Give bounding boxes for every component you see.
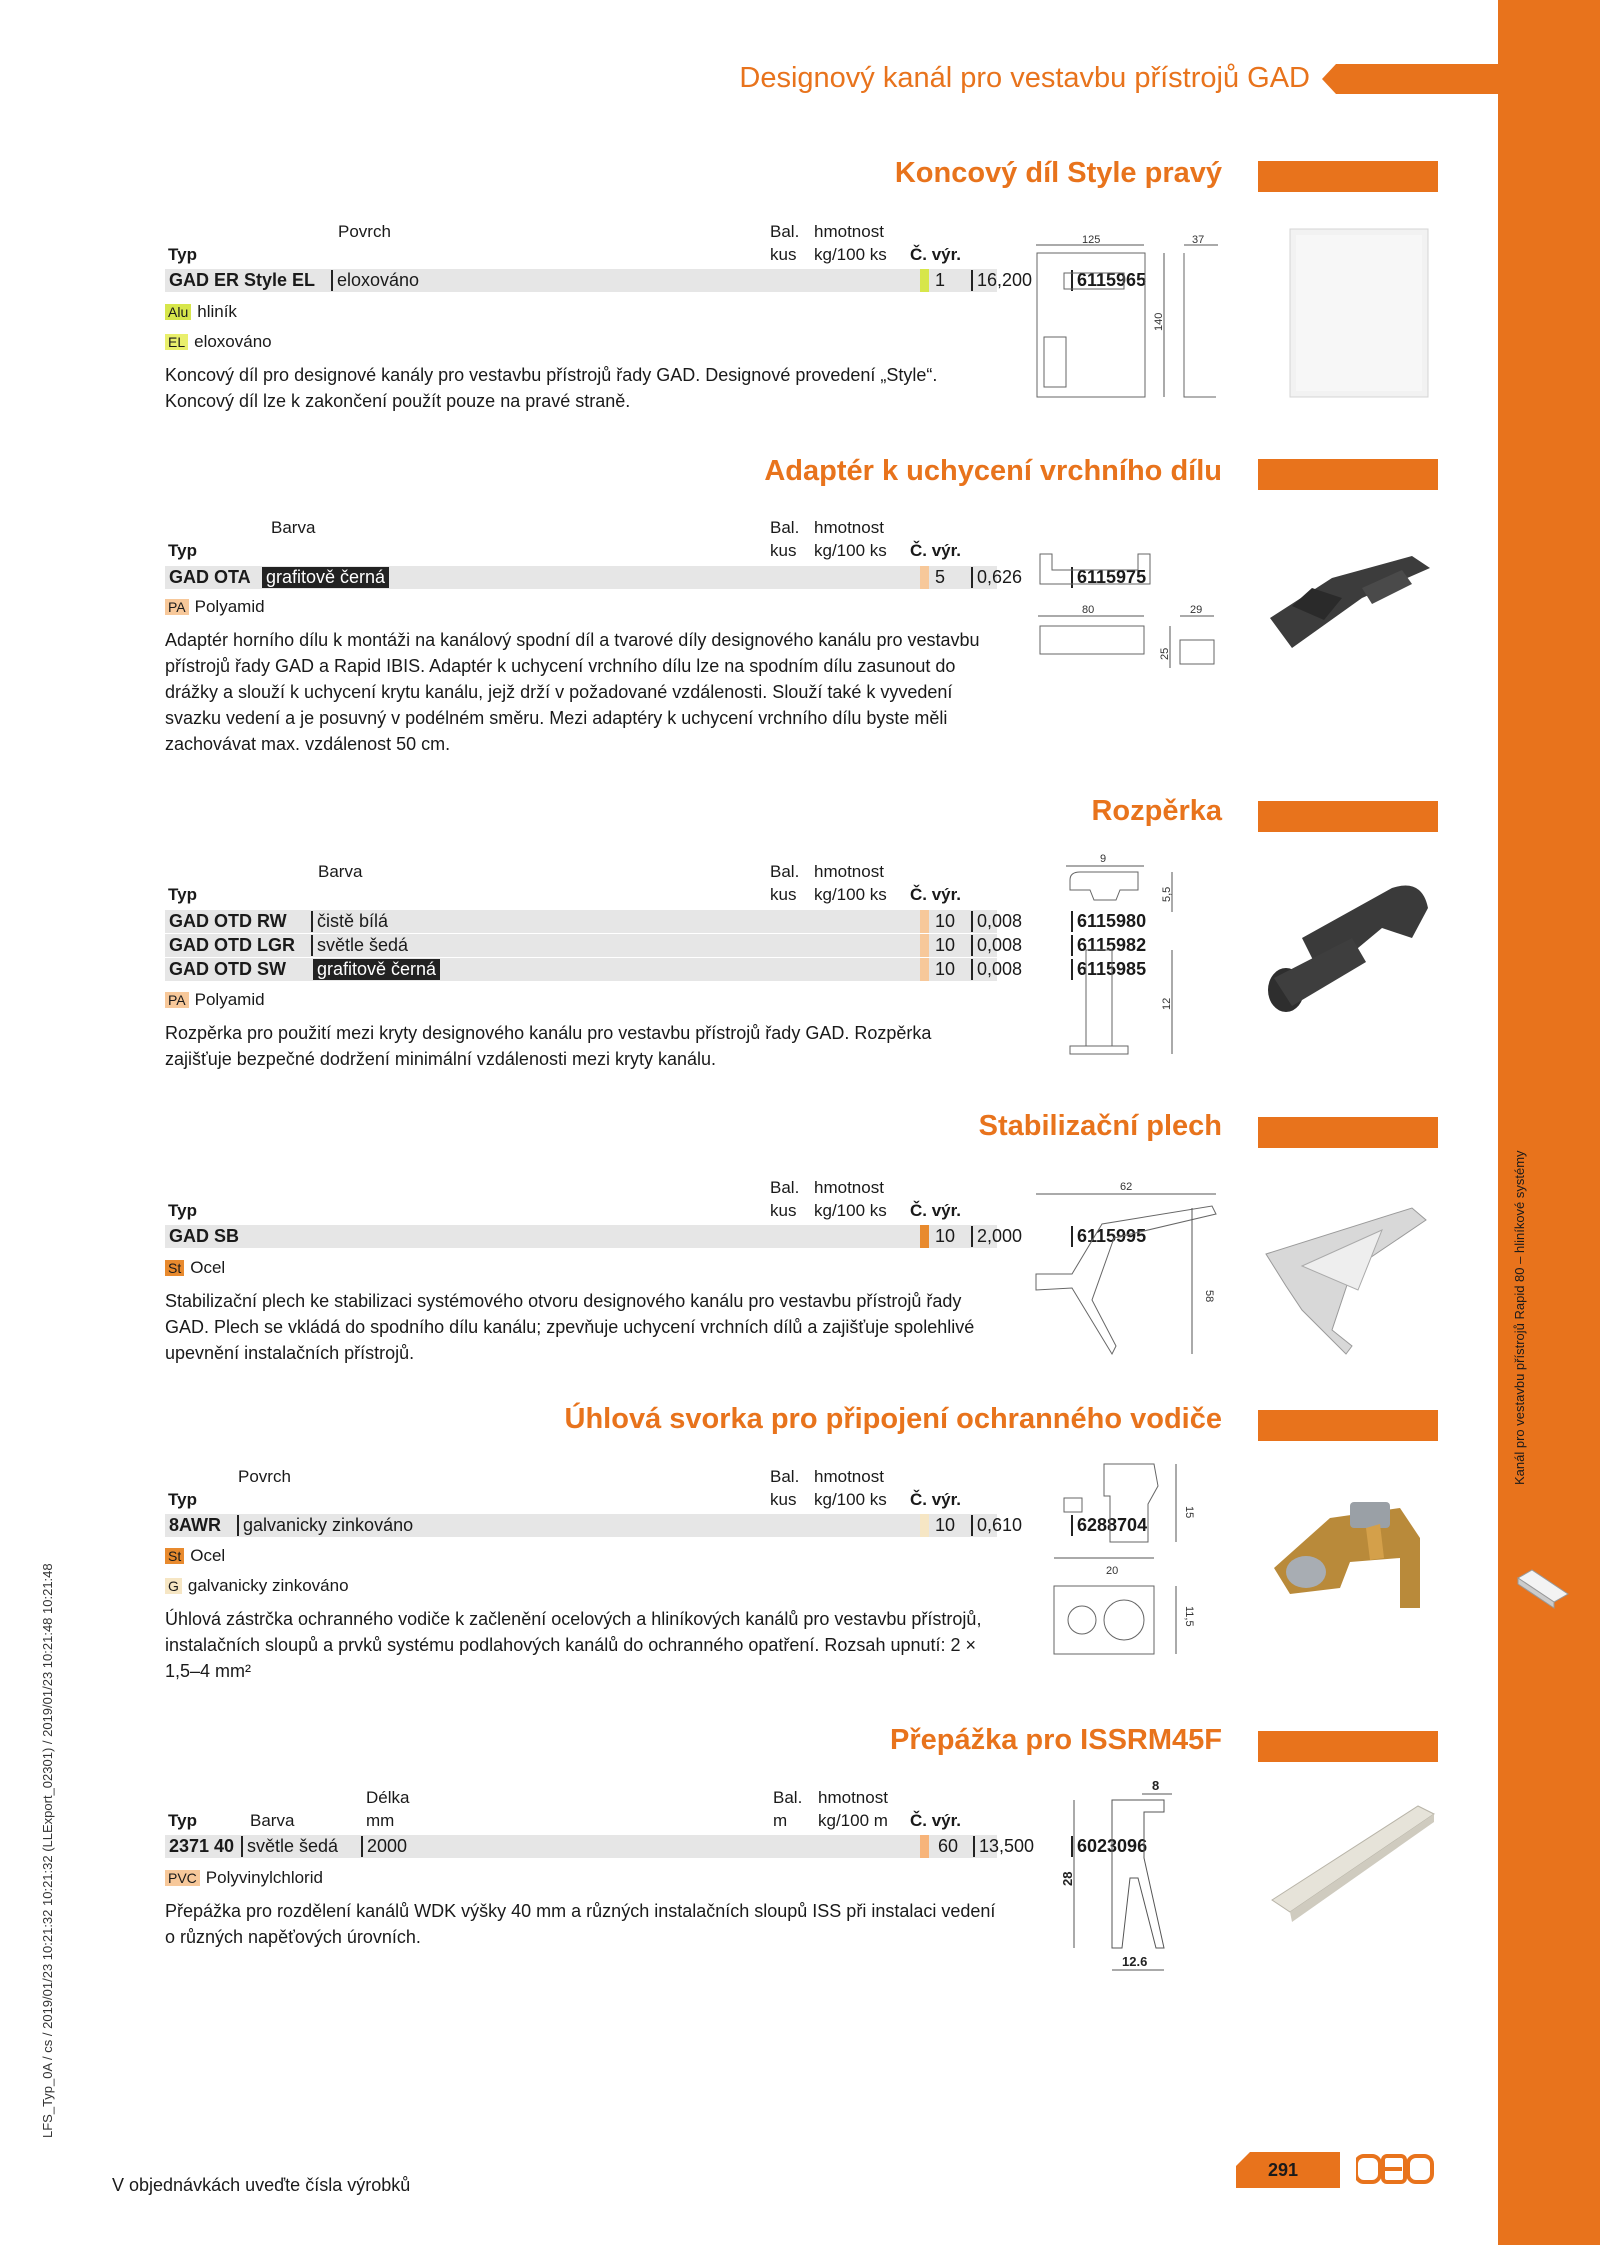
row-weight: 2,000 bbox=[971, 1226, 1022, 1247]
col-weight-header: hmotnost bbox=[814, 222, 884, 241]
section-bar bbox=[1258, 1117, 1438, 1148]
section-bar bbox=[1258, 459, 1438, 490]
product-description: Úhlová zástrčka ochranného vodiče k začlenění ocelových a hliníkových kanálů pro vestavbu přístrojů, instalačních sloupů a prvků systému podlahových kanálů do ochranného opatření. Rozsah upnutí: 2 × 1,5–4 mm² bbox=[165, 1609, 982, 1681]
row-type: GAD ER Style EL bbox=[169, 270, 316, 290]
row-bal: 10 bbox=[935, 1515, 956, 1535]
product-photo-spacer bbox=[1262, 878, 1434, 1028]
table-row bbox=[165, 910, 1147, 933]
table-row bbox=[165, 1225, 1147, 1248]
svg-text:140: 140 bbox=[1153, 312, 1165, 331]
col-bal-unit: m bbox=[773, 1811, 788, 1830]
rail-icon bbox=[1514, 1562, 1572, 1610]
product-photo-end-piece bbox=[1286, 225, 1432, 401]
table-row bbox=[165, 269, 1147, 292]
col-art-header: Č. výr. bbox=[910, 1490, 962, 1509]
row-type: GAD OTD LGR bbox=[169, 935, 295, 955]
row-weight: 16,200 bbox=[971, 270, 1032, 291]
product-photo-clamp bbox=[1270, 1498, 1434, 1622]
row-article-number: 6288704 bbox=[1071, 1515, 1147, 1536]
row-bal: 10 bbox=[935, 911, 956, 931]
section-title: Stabilizační plech bbox=[978, 1110, 1222, 1142]
svg-text:37: 37 bbox=[1192, 234, 1205, 246]
svg-text:8: 8 bbox=[1152, 1778, 1160, 1793]
svg-text:12.6: 12.6 bbox=[1122, 1954, 1148, 1969]
col-weight-header: hmotnost bbox=[818, 1788, 888, 1807]
dimension-drawing bbox=[1030, 540, 1230, 680]
col-bal-unit: kus bbox=[770, 885, 797, 904]
row-attr: světle šedá bbox=[311, 935, 408, 956]
dimension-drawing bbox=[1052, 1778, 1202, 1998]
row-article-number: 6115965 bbox=[1071, 270, 1146, 291]
product-photo-plate bbox=[1262, 1190, 1434, 1360]
row-attr: světle šedá bbox=[241, 1836, 338, 1857]
surface-legend: G galvanicky zinkováno bbox=[165, 1576, 349, 1596]
svg-text:29: 29 bbox=[1190, 604, 1203, 616]
row-weight: 0,008 bbox=[971, 935, 1022, 956]
obo-logo bbox=[1356, 2152, 1434, 2186]
section-title: Úhlová svorka pro připojení ochranného vodiče bbox=[564, 1403, 1222, 1435]
svg-text:5,5: 5,5 bbox=[1161, 886, 1173, 902]
row-weight: 0,626 bbox=[971, 567, 1022, 588]
table-row bbox=[165, 934, 1147, 957]
col-weight-unit: kg/100 ks bbox=[814, 541, 887, 560]
product-description: Stabilizační plech ke stabilizaci systémového otvoru designového kanálu pro vestavbu přístrojů řady GAD. Plech se vkládá do spodního dílu kanálu; zpevňuje uchycení vrchních dílů a zajišťuje spolehlivé upevnění instalačních přístrojů. bbox=[165, 1291, 975, 1363]
product-description: Přepážka pro rozdělení kanálů WDK výšky 40 mm a různých instalačních sloupů ISS při instalaci vedení o různých napěťových úrovních. bbox=[165, 1901, 996, 1947]
svg-text:9: 9 bbox=[1100, 853, 1107, 865]
dimension-drawing bbox=[1044, 1456, 1204, 1676]
dimension-drawing bbox=[1060, 850, 1190, 1060]
col-bal-unit: kus bbox=[770, 1201, 797, 1220]
col-attr-header: Barva bbox=[271, 518, 316, 537]
col-type-header: Typ bbox=[168, 1201, 197, 1220]
col-bal-header: Bal. bbox=[770, 222, 800, 241]
row-bal: 10 bbox=[935, 935, 956, 955]
material-legend: St Ocel bbox=[165, 1258, 225, 1278]
row-attr: čistě bílá bbox=[311, 911, 388, 932]
svg-text:11,5: 11,5 bbox=[1183, 1606, 1195, 1627]
row-type: GAD OTD RW bbox=[169, 911, 287, 931]
section-title: Přepážka pro ISSRM45F bbox=[890, 1724, 1222, 1756]
row-article-number: 6115975 bbox=[1071, 567, 1146, 588]
row-bal: 5 bbox=[935, 567, 946, 587]
material-legend: PVC Polyvinylchlorid bbox=[165, 1868, 323, 1888]
surface-legend: EL eloxováno bbox=[165, 332, 272, 352]
row-article-number: 6115980 bbox=[1071, 911, 1146, 932]
row-length: 2000 bbox=[361, 1836, 407, 1857]
row-article-number: 6115985 bbox=[1071, 959, 1146, 980]
dimension-drawing bbox=[1034, 233, 1230, 403]
table-row bbox=[165, 958, 1147, 981]
col-attr-header: Barva bbox=[318, 862, 363, 881]
row-attr: galvanicky zinkováno bbox=[237, 1515, 413, 1536]
col-bal-header: Bal. bbox=[773, 1788, 803, 1807]
row-article-number: 6023096 bbox=[1071, 1836, 1147, 1857]
section-bar bbox=[1258, 1410, 1438, 1441]
row-weight: 0,610 bbox=[971, 1515, 1022, 1536]
material-legend: St Ocel bbox=[165, 1546, 225, 1566]
svg-text:58: 58 bbox=[1203, 1290, 1215, 1303]
row-type: GAD OTD SW bbox=[169, 959, 286, 979]
col-weight-header: hmotnost bbox=[814, 1178, 884, 1197]
section-title: Rozpěrka bbox=[1091, 795, 1222, 827]
row-weight: 0,008 bbox=[971, 911, 1022, 932]
col-type-header: Typ bbox=[168, 885, 197, 904]
row-article-number: 6115982 bbox=[1071, 935, 1146, 956]
svg-text:12: 12 bbox=[1161, 997, 1173, 1010]
col-weight-unit: kg/100 ks bbox=[814, 1201, 887, 1220]
row-weight: 0,008 bbox=[971, 959, 1022, 980]
row-type: GAD OTA bbox=[169, 567, 251, 587]
col-art-header: Č. výr. bbox=[910, 1201, 962, 1220]
row-type: 2371 40 bbox=[169, 1836, 235, 1856]
col-art-header: Č. výr. bbox=[910, 885, 962, 904]
col-attr-header: Povrch bbox=[338, 222, 391, 241]
col-attr-header: Barva bbox=[250, 1811, 295, 1830]
col-type-header: Typ bbox=[168, 245, 197, 264]
section-bar bbox=[1258, 1731, 1438, 1762]
col-type-header: Typ bbox=[168, 1490, 197, 1509]
row-article-number: 6115995 bbox=[1071, 1226, 1146, 1247]
row-attr: eloxováno bbox=[331, 270, 419, 291]
col-type-header: Typ bbox=[168, 541, 197, 560]
col-len-unit: mm bbox=[366, 1811, 395, 1830]
row-bal: 60 bbox=[938, 1836, 959, 1856]
material-legend: PA Polyamid bbox=[165, 597, 265, 617]
section-bar bbox=[1258, 161, 1438, 192]
table-row bbox=[165, 566, 1147, 589]
header-tab-shape bbox=[1322, 64, 1498, 94]
row-type: 8AWR bbox=[169, 1515, 222, 1535]
product-description: Koncový díl pro designové kanály pro vestavbu přístrojů řady GAD. Designové provedení „Style“. Koncový díl lze k zakončení použít pouze na pravé straně. bbox=[165, 365, 938, 411]
col-weight-header: hmotnost bbox=[814, 518, 884, 537]
section-title: Adaptér k uchycení vrchního dílu bbox=[764, 455, 1222, 487]
col-weight-unit: kg/100 ks bbox=[814, 885, 887, 904]
svg-text:125: 125 bbox=[1082, 234, 1101, 246]
col-weight-unit: kg/100 ks bbox=[814, 1490, 887, 1509]
row-attr: grafitově černá bbox=[313, 959, 440, 980]
section-bar bbox=[1258, 801, 1438, 832]
product-photo-divider bbox=[1268, 1800, 1438, 1930]
col-type-header: Typ bbox=[168, 1811, 197, 1830]
product-photo-adapter bbox=[1262, 548, 1434, 668]
col-weight-header: hmotnost bbox=[814, 862, 884, 881]
col-weight-unit: kg/100 ks bbox=[814, 245, 887, 264]
product-description: Rozpěrka pro použití mezi kryty designového kanálu pro vestavbu přístrojů řady GAD. Rozpěrka zajišťuje bezpečné dodržení minimální vzdálenosti mezi kryty kanálu. bbox=[165, 1023, 932, 1069]
section-title: Koncový díl Style pravý bbox=[894, 157, 1222, 189]
col-bal-unit: kus bbox=[770, 1490, 797, 1509]
material-legend: PA Polyamid bbox=[165, 990, 265, 1010]
row-bal: 10 bbox=[935, 1226, 956, 1246]
svg-text:15: 15 bbox=[1183, 1506, 1195, 1519]
col-bal-unit: kus bbox=[770, 245, 797, 264]
side-category-label: Kanál pro vestavbu přístrojů Rapid 80 – hliníkové systémy bbox=[1512, 1150, 1527, 1485]
footer-note: V objednávkách uveďte čísla výrobků bbox=[112, 2175, 411, 2195]
svg-text:80: 80 bbox=[1082, 604, 1095, 616]
col-len-header: Délka bbox=[366, 1788, 410, 1807]
col-art-header: Č. výr. bbox=[910, 541, 962, 560]
row-type: GAD SB bbox=[169, 1226, 240, 1246]
row-bal: 1 bbox=[935, 270, 946, 290]
page-header-title: Designový kanál pro vestavbu přístrojů GAD bbox=[739, 62, 1310, 94]
col-art-header: Č. výr. bbox=[910, 1811, 962, 1830]
col-weight-header: hmotnost bbox=[814, 1467, 884, 1486]
product-description: Adaptér horního dílu k montáži na kanálový spodní díl a tvarové díly designového kanálu pro vestavbu přístrojů řady GAD a Rapid IBIS. Adaptér k uchycení vrchního dílu lze na spodním dílu zasunout do drážky a slouží k uchycení krytu kanálu, jejž drží v požadované vzdálenosti. Slouží také k vyvedení svazku vedení a je posuvný v podélném směru. Mezi adaptéry k uchycení vrchního dílu byste měli zachovávat max. vzdálenost 50 cm. bbox=[165, 630, 980, 754]
svg-text:25: 25 bbox=[1159, 647, 1171, 660]
col-weight-unit: kg/100 m bbox=[818, 1811, 888, 1830]
dimension-drawing bbox=[1032, 1178, 1232, 1368]
col-bal-header: Bal. bbox=[770, 1467, 800, 1486]
material-legend: Alu hliník bbox=[165, 302, 237, 322]
col-attr-header: Povrch bbox=[238, 1467, 291, 1486]
col-art-header: Č. výr. bbox=[910, 245, 962, 264]
svg-text:20: 20 bbox=[1106, 1565, 1119, 1577]
col-bal-header: Bal. bbox=[770, 518, 800, 537]
col-bal-header: Bal. bbox=[770, 862, 800, 881]
svg-text:62: 62 bbox=[1120, 1181, 1133, 1193]
row-weight: 13,500 bbox=[973, 1836, 1034, 1857]
svg-text:28: 28 bbox=[1060, 1871, 1075, 1886]
table-row bbox=[165, 1514, 1148, 1537]
page-number: 291 bbox=[1268, 2160, 1299, 2180]
document-export-info: LFS_Typ_0A / cs / 2019/01/23 10:21:32 10:21:32 (LLExport_02301) / 2019/01/23 10:21:48 10:21:48 bbox=[40, 1563, 55, 2138]
table-row bbox=[165, 1835, 1148, 1858]
row-attr: grafitově černá bbox=[262, 567, 389, 588]
col-bal-unit: kus bbox=[770, 541, 797, 560]
col-bal-header: Bal. bbox=[770, 1178, 800, 1197]
row-bal: 10 bbox=[935, 959, 956, 979]
